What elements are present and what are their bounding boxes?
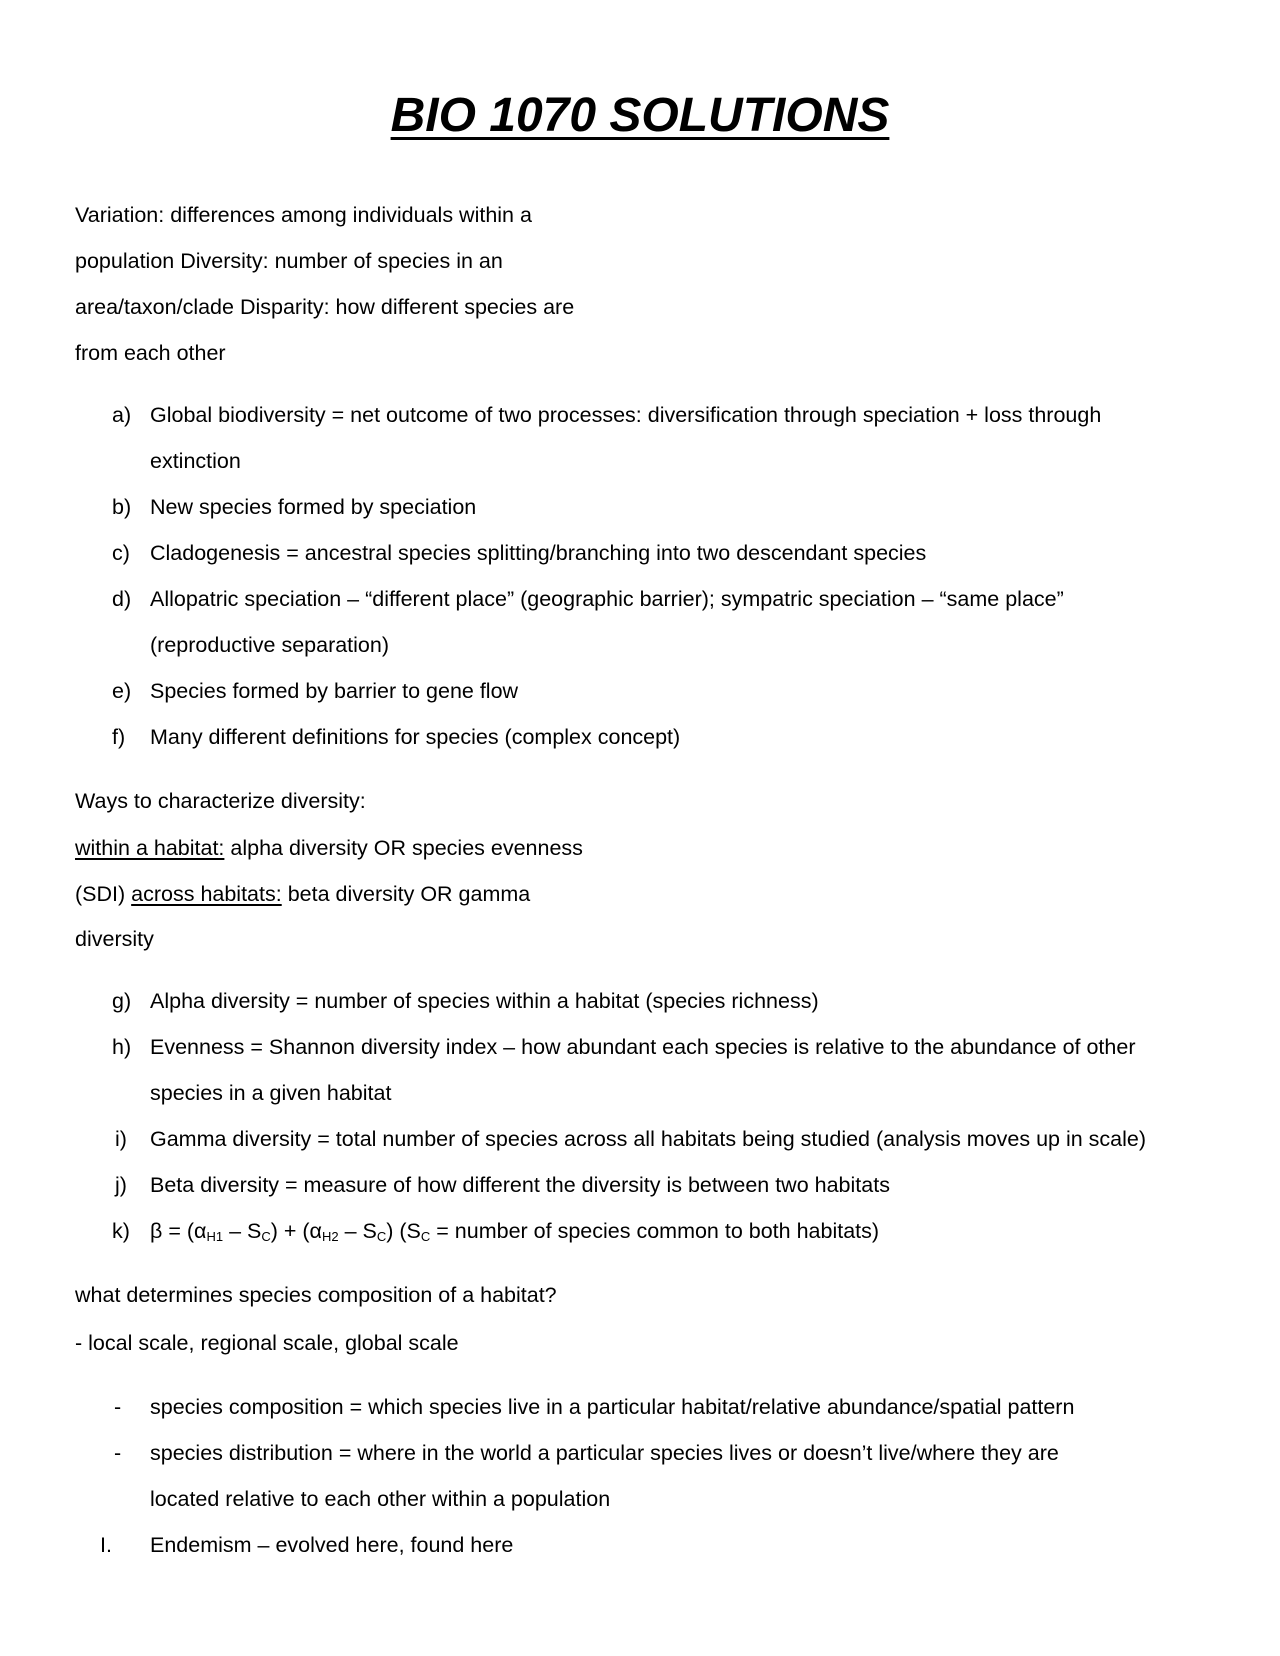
intro-line: from each other: [75, 341, 226, 365]
list-item-text: located relative to each other within a population: [150, 1487, 611, 1511]
list-marker: h): [112, 1035, 132, 1059]
formula-subscript: C: [261, 1229, 271, 1244]
formula-part: = number of species common to both habitats): [430, 1219, 880, 1243]
intro-line: population Diversity: number of species in an: [75, 249, 503, 273]
beta-formula: [150, 1216, 879, 1246]
list-item-text: species distribution = where in the world a particular species lives or doesn’t live/where they are: [150, 1441, 1059, 1465]
list-marker: -: [114, 1395, 122, 1419]
list-item-text: (reproductive separation): [150, 633, 390, 657]
list-item-text: Alpha diversity = number of species within a habitat (species richness): [150, 989, 819, 1013]
list-marker: i): [115, 1127, 127, 1151]
formula-part: ) + (α: [270, 1219, 322, 1243]
formula-part: β = (α: [150, 1219, 207, 1243]
list-item-text: species composition = which species live in a particular habitat/relative abundance/spatial pattern: [150, 1395, 1075, 1419]
list-item-text: New species formed by speciation: [150, 495, 477, 519]
ways-tail: diversity: [75, 927, 154, 951]
ways-across-line: [75, 879, 530, 909]
list-item-text: Allopatric speciation – “different place” (geographic barrier); sympatric speciation – “same place”: [150, 587, 1064, 611]
list-item-text: extinction: [150, 449, 241, 473]
list-item-text: Evenness = Shannon diversity index – how abundant each species is relative to the abundance of other: [150, 1035, 1136, 1059]
ways-within-line: [75, 833, 583, 863]
sdi-prefix: (SDI): [75, 882, 132, 906]
list-item-text: Many different definitions for species (complex concept): [150, 725, 681, 749]
list-item-text: Species formed by barrier to gene flow: [150, 679, 519, 703]
across-habitats-text: beta diversity OR gamma: [281, 882, 531, 906]
list-marker: k): [112, 1219, 130, 1243]
list-item-text: Gamma diversity = total number of species across all habitats being studied (analysis moves up in scale): [150, 1127, 1147, 1151]
list-marker: -: [114, 1441, 122, 1465]
list-item-text: Cladogenesis = ancestral species splitting/branching into two descendant species: [150, 541, 927, 565]
list-marker: b): [112, 495, 132, 519]
document-title: BIO 1070 SOLUTIONS: [390, 89, 890, 142]
across-habitats-label: across habitats:: [131, 882, 282, 906]
list-marker: a): [112, 403, 132, 427]
list-item-text: Global biodiversity = net outcome of two processes: diversification through speciation + loss through: [150, 403, 1102, 427]
formula-subscript: C: [376, 1229, 387, 1244]
formula-part: – S: [223, 1219, 262, 1243]
list-item-text: species in a given habitat: [150, 1081, 392, 1105]
formula-part: – S: [338, 1219, 377, 1243]
formula-subscript: H2: [322, 1229, 339, 1244]
intro-line: Variation: differences among individuals within a: [75, 203, 532, 227]
formula-part: ) (S: [386, 1219, 421, 1243]
ways-heading: Ways to characterize diversity:: [75, 789, 366, 813]
list-marker: j): [115, 1173, 127, 1197]
composition-question: what determines species composition of a habitat?: [75, 1283, 557, 1307]
within-habitat-text: alpha diversity OR species evenness: [224, 836, 583, 860]
list-marker: g): [112, 989, 132, 1013]
list-marker: c): [112, 541, 130, 565]
list-marker: d): [112, 587, 132, 611]
formula-subscript: C: [420, 1229, 431, 1244]
list-marker: I.: [100, 1533, 112, 1557]
list-marker: e): [112, 679, 132, 703]
list-item-text: Beta diversity = measure of how different the diversity is between two habitats: [150, 1173, 890, 1197]
formula-subscript: H1: [206, 1229, 224, 1244]
list-item-text: Endemism – evolved here, found here: [150, 1533, 514, 1557]
composition-scales: - local scale, regional scale, global scale: [75, 1331, 459, 1355]
within-habitat-label: within a habitat:: [75, 836, 225, 860]
list-marker: f): [112, 725, 126, 749]
intro-line: area/taxon/clade Disparity: how different species are: [75, 295, 575, 319]
